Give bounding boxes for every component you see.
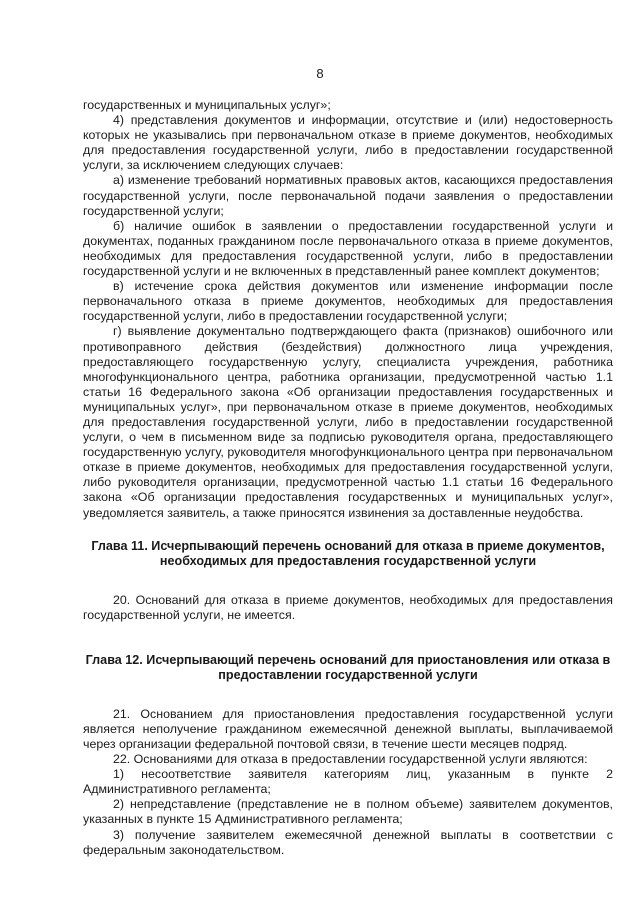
paragraph-item-b: б) наличие ошибок в заявлении о предоставлении государственной услуги и документах, поданных гражданином после первоначального отказа в приеме документов, необходимых для предоставления государственной услуги, либо в предоставлении государственной услуги и не включенных в представленный ранее комплект документов;: [83, 218, 613, 279]
chapter-12-heading: Глава 12. Исчерпывающий перечень оснований для приостановления или отказа в предоставлении государственной услуги: [85, 652, 611, 683]
paragraph-continuation: государственных и муниципальных услуг»;: [83, 98, 331, 112]
document-body: [83, 98, 613, 858]
paragraph-21: 21. Основанием для приостановления предоставления государственной услуги является неполучение гражданином ежемесячной денежной выплаты, выплачиваемой через организации федеральной почтовой связи, в течение шести месяцев подряд.: [83, 706, 613, 751]
paragraph-20: 20. Оснований для отказа в приеме документов, необходимых для предоставления государственной услуги, не имеется.: [83, 592, 613, 622]
paragraph-22: 22. Основаниями для отказа в предоставлении государственной услуги являются:: [113, 752, 588, 767]
paragraph-item-a: а) изменение требований нормативных правовых актов, касающихся предоставления государственной услуги, после первоначальной подачи заявления о предоставлении государственной услуги;: [83, 173, 613, 218]
paragraph-item-v: в) истечение срока действия документов или изменение информации после первоначального отказа в приеме документов, необходимых для предоставления государственной услуги, либо в предоставлении государственной услуги;: [83, 279, 613, 324]
paragraph-item-g: г) выявление документально подтверждающего факта (признаков) ошибочного или противоправного действия (бездействия) должностного лица учреждения, предоставляющего государственную услугу, специалиста учреждения, работника многофункционального центра, работника организации, предусмотренной частью 1.1 статьи 16 Федерального закона «Об организации предоставления государственных и муниципальных услуг», при первоначальном отказе в приеме документов, необходимых для предоставления государственной услуги, либо в предоставлении государственной услуги, о чем в письменном виде за подписью руководителя органа, предоставляющего государственную услугу, руководителя многофункционального центра при первоначальном отказе в приеме документов, необходимых для предоставления государственной услуги, либо руководителя организации, предусмотренной частью 1.1 статьи 16 Федерального закона «Об организации предоставления государственных и муниципальных услуг», уведомляется заявитель, а также приносятся извинения за доставленные неудобства.: [83, 324, 613, 520]
paragraph-22-item-1: 1) несоответствие заявителя категориям лиц, указанным в пункте 2 Административного регламента;: [83, 767, 613, 797]
paragraph-item-4: 4) представления документов и информации, отсутствие и (или) недостоверность которых не указывались при первоначальном отказе в приеме документов, необходимых для предоставления государственной услуги, либо в предоставлении государственной услуги, за исключением следующих случаев:: [83, 113, 613, 173]
chapter-11-heading: Глава 11. Исчерпывающий перечень оснований для отказа в приеме документов, необходимых для предоставления государственной услуги: [91, 538, 605, 569]
paragraph-22-item-3: 3) получение заявителем ежемесячной денежной выплаты в соответствии с федеральным законодательством.: [83, 827, 613, 857]
page-number: 8: [316, 66, 324, 81]
paragraph-22-item-2: 2) непредставление (представление не в полном объеме) заявителем документов, указанных в пункте 15 Административного регламента;: [83, 797, 613, 827]
